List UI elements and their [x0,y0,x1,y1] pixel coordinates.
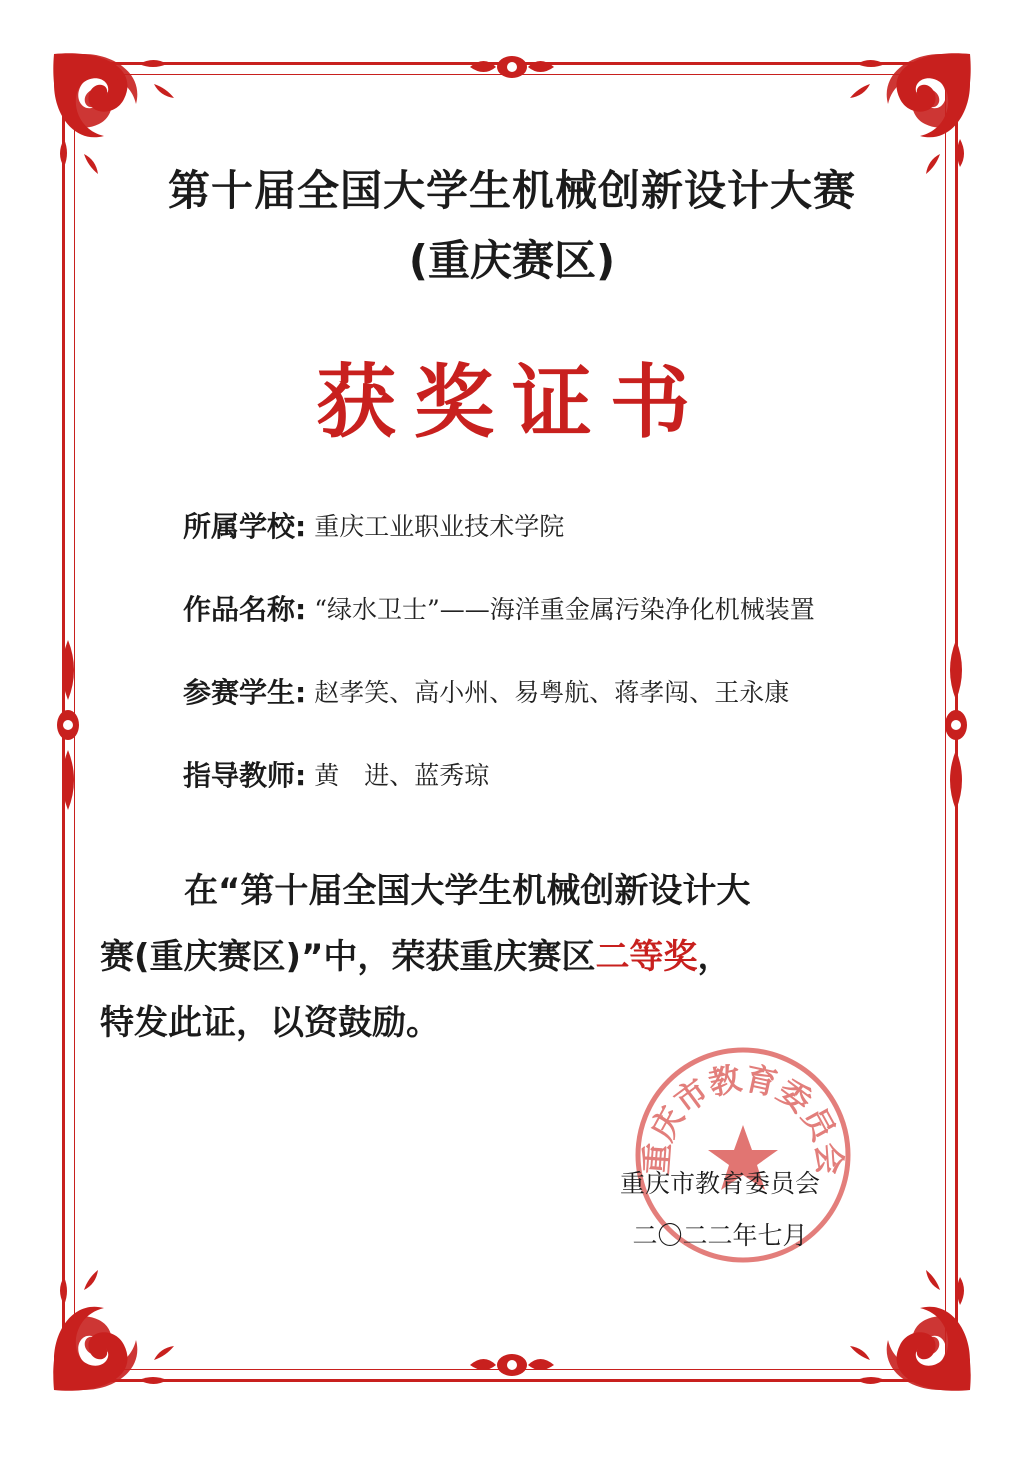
award-text: 赛(重庆赛区)”中，荣获重庆赛区 [100,937,596,977]
field-value: “绿水卫士”——海洋重金属污染净化机械装置 [314,595,815,624]
edge-ornament-left [51,640,85,810]
field-value: 黄 进、蓝秀琼 [314,761,490,790]
field-value: 赵孝笑、高小州、易粤航、蒋孝闯、王永康 [314,678,790,707]
award-level: 二等奖 [595,937,698,977]
award-text: 在“第十届全国大学生机械创新设计大 [184,871,751,911]
field-project-name [183,588,815,628]
edge-ornament-right [939,640,973,810]
edge-ornament-top [470,50,554,84]
competition-title: 第十届全国大学生机械创新设计大赛 [167,166,856,215]
award-text: ， [697,937,732,977]
award-text: 特发此证，以资鼓励。 [100,1003,440,1043]
field-label: 作品名称: [183,593,307,626]
award-statement [100,858,920,1056]
field-value: 重庆工业职业技术学院 [314,512,565,541]
issue-date: 二〇二二年七月 [632,1221,808,1250]
field-school [183,505,564,545]
issuer-name: 重庆市教育委员会 [619,1169,820,1198]
region-subtitle: (重庆赛区) [408,236,616,285]
award-statement-line-1 [100,858,920,924]
field-label: 指导教师: [183,759,307,792]
field-label: 参赛学生: [183,676,307,709]
edge-ornament-bottom [470,1348,554,1382]
field-students [183,671,789,711]
field-label: 所属学校: [183,510,307,543]
certificate-title: 获奖证书 [316,355,708,449]
award-statement-line-2 [100,924,920,990]
corner-ornament-bottom-left [44,1250,194,1400]
field-advisors [183,754,489,794]
seal-text: 重庆市教育委员会 [637,1058,849,1177]
